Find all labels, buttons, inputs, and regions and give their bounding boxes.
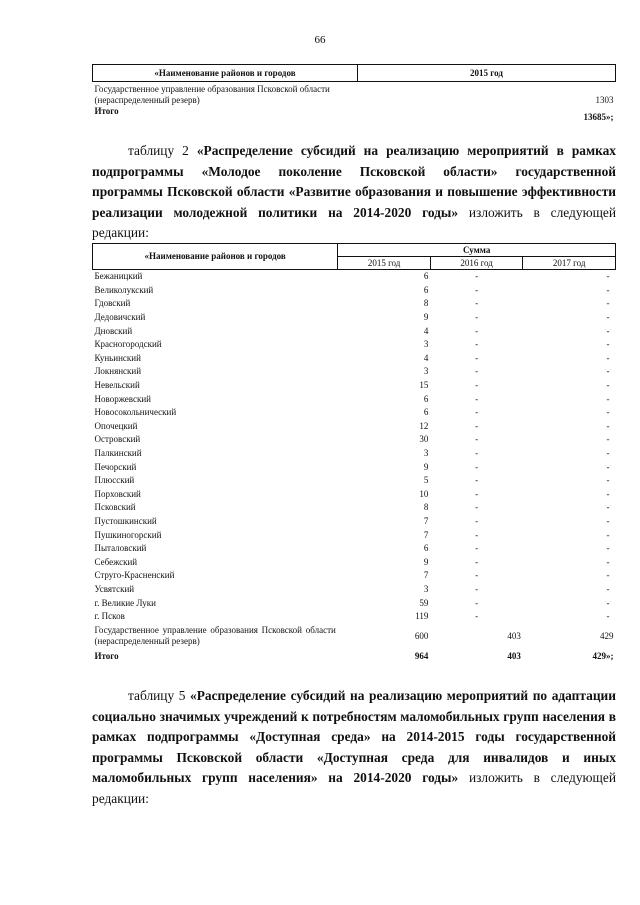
row-value-2015: 6 (423, 284, 429, 295)
row-value-2015: 15 (419, 380, 429, 391)
paragraph-table-5 (92, 686, 616, 809)
column-header-2017: 2017 год (523, 257, 616, 270)
row-name: Куньинский (94, 352, 141, 363)
row-name: Псковский (94, 502, 136, 513)
row-name: Пыталовский (94, 543, 147, 554)
table-row (93, 420, 616, 434)
row-value-2016: - (475, 339, 479, 350)
table-row (93, 528, 616, 542)
row-value-2017: - (606, 380, 610, 391)
row-value-2016: - (475, 515, 479, 526)
row-value-2017: - (606, 407, 610, 418)
subsidy-table-body (93, 270, 616, 664)
page-number: 66 (314, 34, 326, 46)
row-value-2017: - (606, 339, 610, 350)
row-value-2016: - (475, 325, 479, 336)
row-value-2016: - (475, 312, 479, 323)
row-value-2017: - (606, 583, 610, 594)
paragraph-title: «Распределение субсидий на реализацию мероприятий по адаптации социально значимых учреждений к потребностям маломобильных групп населения в рамках подпрограммы «Доступная среда» на 2014-2015 годы государственной программы Псковской области «Доступная среда для инвалидов и иных маломобильных групп населения» на 2014-2020 годы» (92, 688, 616, 785)
table-row (93, 515, 616, 529)
row-value-2016: - (475, 529, 479, 540)
row-name: Усвятский (94, 583, 135, 594)
row-name: Государственное управление образования Псковской области (нераспределенный резерв) (94, 84, 330, 105)
row-value-2017: - (606, 502, 610, 513)
row-value-2015: 6 (423, 271, 429, 282)
row-value: 13685»; (583, 112, 614, 122)
row-name: Палкинский (94, 448, 142, 459)
row-value-2015: 8 (423, 298, 429, 309)
table-row (93, 610, 616, 624)
row-name: Островский (94, 434, 141, 445)
reserve-table-header (93, 65, 616, 82)
row-value-2015: 6 (423, 407, 429, 418)
row-value-2017: - (606, 570, 610, 581)
row-value-2017: - (606, 488, 610, 499)
row-name: Новосокольнический (94, 407, 177, 418)
row-value-2016: - (475, 434, 479, 445)
paragraph-lead: таблицу 2 (128, 143, 197, 158)
row-value-2015: 9 (423, 461, 429, 472)
reserve-table (92, 64, 616, 123)
row-value-2016: - (475, 570, 479, 581)
row-name: Локнянский (94, 366, 142, 377)
row-value-2017: - (606, 325, 610, 336)
row-value-2017: - (606, 393, 610, 404)
row-value-2015: 5 (423, 475, 429, 486)
row-value-2015: 7 (423, 515, 429, 526)
row-value-2017: - (606, 448, 610, 459)
row-value-2015: 9 (423, 312, 429, 323)
table-row (93, 311, 616, 325)
subsidy-table (92, 243, 616, 663)
row-value-2016: - (475, 597, 479, 608)
row-name: Плюсский (94, 475, 135, 486)
row-name: Итого (94, 106, 119, 116)
column-header-name: «Наименование районов и городов (93, 244, 338, 270)
row-name: Порховский (94, 488, 141, 499)
row-value-2016: - (475, 366, 479, 377)
row-value-2017: - (606, 366, 610, 377)
row-name: Дедовичский (94, 312, 146, 323)
table-row (93, 392, 616, 406)
row-value-2015: 3 (423, 366, 429, 377)
row-value-2015: 3 (423, 448, 429, 459)
row-value-2017: - (606, 543, 610, 554)
paragraph-lead: таблицу 5 (128, 688, 191, 703)
row-name: Пушкиногорский (94, 529, 162, 540)
row-value-2017: - (606, 461, 610, 472)
table-row (93, 297, 616, 311)
row-name: Гдовский (94, 298, 131, 309)
row-value-2015: 7 (423, 570, 429, 581)
table-row-total (93, 649, 616, 663)
table-row (93, 284, 616, 298)
paragraph-table-2 (92, 141, 616, 244)
table-row (93, 270, 616, 284)
row-value-2016: 403 (507, 650, 521, 661)
row-name: Печорский (94, 461, 137, 472)
table-row (93, 460, 616, 474)
row-value-2017: - (606, 611, 610, 622)
row-value-2016: - (475, 271, 479, 282)
table-row (93, 352, 616, 366)
row-value-2016: - (475, 352, 479, 363)
table-row (93, 433, 616, 447)
row-name: Государственное управление образования Псковской области (нераспределенный резерв) (94, 625, 336, 647)
table-row (93, 555, 616, 569)
row-value-2016: - (475, 284, 479, 295)
row-value-2015: 9 (423, 556, 429, 567)
row-value-2016: - (475, 298, 479, 309)
row-value-2017: - (606, 515, 610, 526)
column-header-name: «Наименование районов и городов (93, 65, 358, 82)
row-value-2015: 3 (423, 583, 429, 594)
row-value-2016: - (475, 407, 479, 418)
table-row (93, 623, 616, 649)
row-name: Себежский (94, 556, 138, 567)
row-value-2015: 6 (423, 393, 429, 404)
paragraph-title: «Распределение субсидий на реализацию мероприятий в рамках подпрограммы «Молодое поколение Псковской области» государственной программы Псковской области «Развитие образования и повышение эффективности реализации молодежной политики на 2014-2020 годы» (92, 143, 616, 220)
row-value-2017: - (606, 475, 610, 486)
row-value-2016: - (475, 393, 479, 404)
table-row (93, 82, 616, 107)
row-value-2015: 10 (419, 488, 429, 499)
row-value-2015: 4 (423, 325, 429, 336)
column-header-2015: 2015 год (358, 65, 616, 82)
table-row (93, 406, 616, 420)
row-name: Невельский (94, 380, 140, 391)
row-value-2015: 30 (419, 434, 429, 445)
table-row (93, 596, 616, 610)
row-value-2017: - (606, 420, 610, 431)
row-value-2017: 429»; (592, 650, 614, 661)
row-name: Бежаницкий (94, 271, 143, 282)
row-value-2016: - (475, 583, 479, 594)
row-value-2016: - (475, 420, 479, 431)
table-row (93, 365, 616, 379)
row-value-2016: - (475, 543, 479, 554)
column-header-2016: 2016 год (430, 257, 523, 270)
row-name: г. Великие Луки (94, 597, 156, 608)
row-value-2015: 3 (423, 339, 429, 350)
table-row (93, 488, 616, 502)
table-row (93, 338, 616, 352)
table-row (93, 474, 616, 488)
table-row (93, 569, 616, 583)
row-value-2015: 6 (423, 543, 429, 554)
row-name: г. Псков (94, 611, 125, 622)
row-name: Красногородский (94, 339, 162, 350)
row-value-2017: - (606, 312, 610, 323)
table-row (93, 324, 616, 338)
row-value-2015: 8 (423, 502, 429, 513)
row-name: Опочецкий (94, 420, 138, 431)
table-row (93, 501, 616, 515)
table-row (93, 447, 616, 461)
table-row (93, 542, 616, 556)
row-name: Пустошкинский (94, 515, 157, 526)
row-name: Дновский (94, 325, 133, 336)
row-name: Итого (94, 650, 119, 661)
table-row (93, 583, 616, 597)
column-header-sum: Сумма (338, 244, 616, 257)
column-header-2015: 2015 год (338, 257, 431, 270)
row-value-2016: - (475, 475, 479, 486)
row-value-2015: 59 (419, 597, 429, 608)
row-value: 1303 (595, 95, 614, 105)
row-value-2016: - (475, 461, 479, 472)
row-value-2016: - (475, 488, 479, 499)
row-value-2015: 964 (414, 650, 429, 661)
row-value-2016: - (475, 611, 479, 622)
row-value-2016: 403 (507, 630, 521, 641)
row-value-2017: 429 (600, 630, 614, 641)
row-value-2015: 4 (423, 352, 429, 363)
row-value-2017: - (606, 284, 610, 295)
paragraph-tail: изложить в следующей редакции: (92, 204, 616, 240)
row-value-2017: - (606, 298, 610, 309)
paragraph-tail: изложить в следующей редакции: (92, 770, 616, 806)
row-value-2015: 7 (423, 529, 429, 540)
row-value-2017: - (606, 434, 610, 445)
row-value-2015: 600 (414, 630, 429, 641)
row-value-2016: - (475, 448, 479, 459)
row-value-2015: 119 (415, 611, 429, 622)
row-value-2016: - (475, 380, 479, 391)
row-value-2017: - (606, 352, 610, 363)
row-value-2017: - (606, 529, 610, 540)
row-name: Великолукский (94, 284, 154, 295)
row-name: Струго-Красненский (94, 570, 175, 581)
row-value-2017: - (606, 597, 610, 608)
subsidy-table-header-row-1 (93, 244, 616, 257)
row-value-2016: - (475, 502, 479, 513)
row-value-2016: - (475, 556, 479, 567)
table-row-total (93, 106, 616, 123)
table-row (93, 379, 616, 393)
row-name: Новоржевский (94, 393, 151, 404)
row-value-2015: 12 (419, 420, 429, 431)
row-value-2017: - (606, 271, 610, 282)
row-value-2017: - (606, 556, 610, 567)
